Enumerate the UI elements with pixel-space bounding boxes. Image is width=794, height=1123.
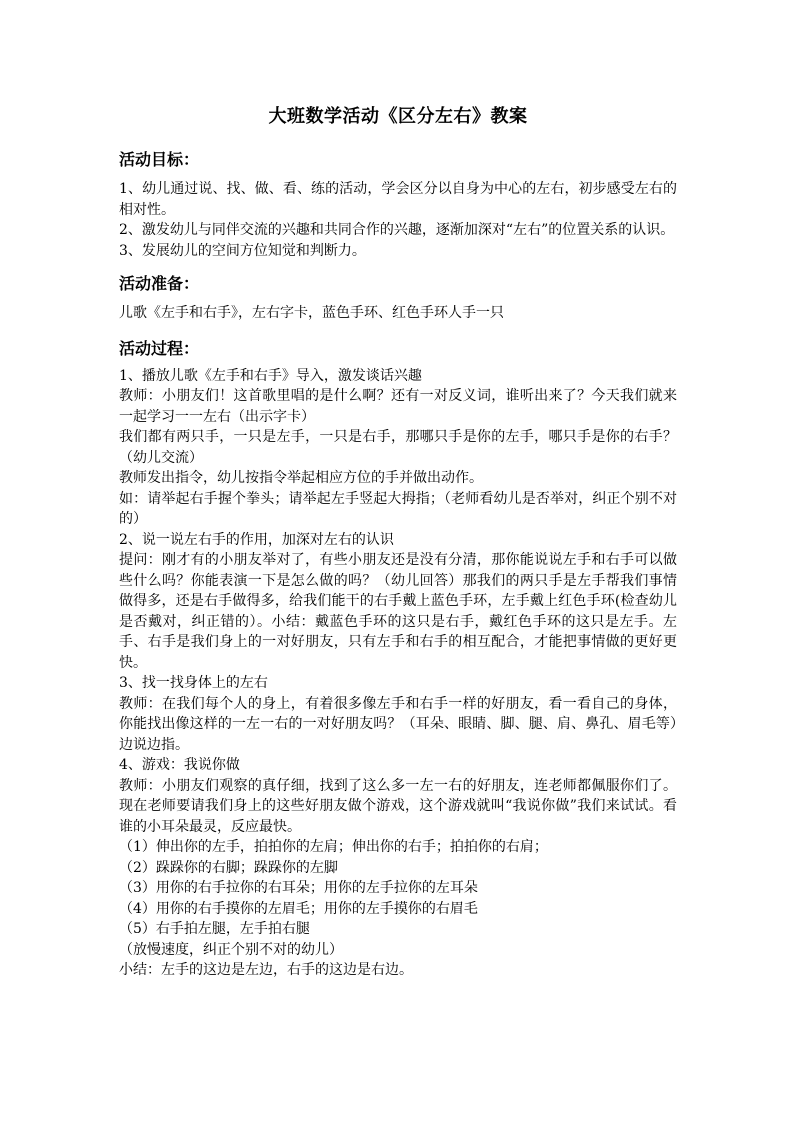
process-paragraph: 教师发出指令，幼儿按指令举起相应方位的手并做出动作。 (119, 470, 483, 486)
game-instruction: （4）用你的右手摸你的左眉毛；用你的左手摸你的右眉毛 (119, 900, 478, 917)
section-heading-process: 活动过程： (119, 338, 200, 358)
goal-paragraph: 1、幼儿通过说、找、做、看、练的活动，学会区分以自身为中心的左右，初步感受左右的相对性。 (119, 181, 677, 218)
section-heading-goals: 活动目标： (119, 150, 200, 169)
process-paragraph: 教师：在我们每个人的身上，有着很多像左手和右手一样的好朋友，看一看自己的身体，你能找出像这样的一左一右的一对好朋友吗？（耳朵、眼睛、脚、腿、肩、鼻孔、眉毛等）边说边指。 (119, 695, 677, 753)
game-instruction: （5）右手拍左腿，左手拍右腿 (119, 921, 310, 937)
process-paragraph: 教师：小朋友们！这首歌里唱的是什么啊？还有一对反义词，谁听出来了？今天我们就来一起学习一一左右（出示字卡） (119, 388, 677, 425)
process-paragraph: 4、游戏：我说你做 (119, 757, 240, 773)
document-body (119, 104, 677, 981)
process-paragraph: 如：请举起右手握个拳头；请举起左手竖起大拇指；（老师看幼儿是否举对，纠正个别不对的） (119, 490, 677, 527)
process-paragraph: （放慢速度，纠正个别不对的幼儿） (119, 941, 343, 958)
process-paragraph: 2、说一说左右手的作用，加深对左右的认识 (119, 531, 394, 548)
process-paragraph: 提问：刚才有的小朋友举对了，有些小朋友还是没有分清，那你能说说左手和右手可以做些什么吗？你能表演一下是怎么做的吗？（幼儿回答）那我们的两只手是左手帮我们事情做得多，还是右手做得多，给我们能干的右手戴上蓝色手环，左手戴上红色手环(检查幼儿是否戴对，纠正错的）。小结：戴蓝色手环的这只是右手，戴红色手环的这只是左手。左手、右手是我们身上的一对好朋友，只有左手和右手的相互配合，才能把事情做的更好更快。 (119, 552, 677, 671)
process-paragraph: 我们都有两只手，一只是左手，一只是右手，那哪只手是你的左手，哪只手是你的右手？（幼儿交流） (119, 429, 677, 466)
process-paragraph: 3、找一找身体上的左右 (119, 675, 268, 691)
process-paragraph: 1、播放儿歌《左手和右手》导入，激发谈话兴趣 (119, 367, 422, 384)
process-paragraph: 教师：小朋友们观察的真仔细，找到了这么多一左一右的好朋友，连老师都佩服你们了。现在老师要请我们身上的这些好朋友做个游戏，这个游戏就叫“我说你做”我们来试试。看谁的小耳朵最灵，反应最快。 (119, 777, 677, 835)
process-paragraph: 小结：左手的这边是左边，右手的这边是右边。 (119, 962, 413, 978)
section-heading-prep: 活动准备： (119, 274, 200, 293)
goal-paragraph: 2、激发幼儿与同伴交流的兴趣和共同合作的兴趣，逐渐加深对“左右”的位置关系的认识。 (119, 222, 675, 238)
game-instruction: （3）用你的右手拉你的右耳朵；用你的左手拉你的左耳朵 (119, 880, 478, 896)
goal-paragraph: 3、发展幼儿的空间方位知觉和判断力。 (119, 242, 366, 259)
game-instruction: （1）伸出你的左手，拍拍你的左肩；伸出你的右手；拍拍你的右肩； (119, 839, 548, 855)
document-title: 大班数学活动《区分左右》教案 (268, 106, 528, 127)
prep-paragraph: 儿歌《左手和右手》，左右字卡，蓝色手环、红色手环人手一只 (119, 305, 504, 321)
game-instruction: （2）跺跺你的右脚；跺跺你的左脚 (119, 859, 338, 876)
